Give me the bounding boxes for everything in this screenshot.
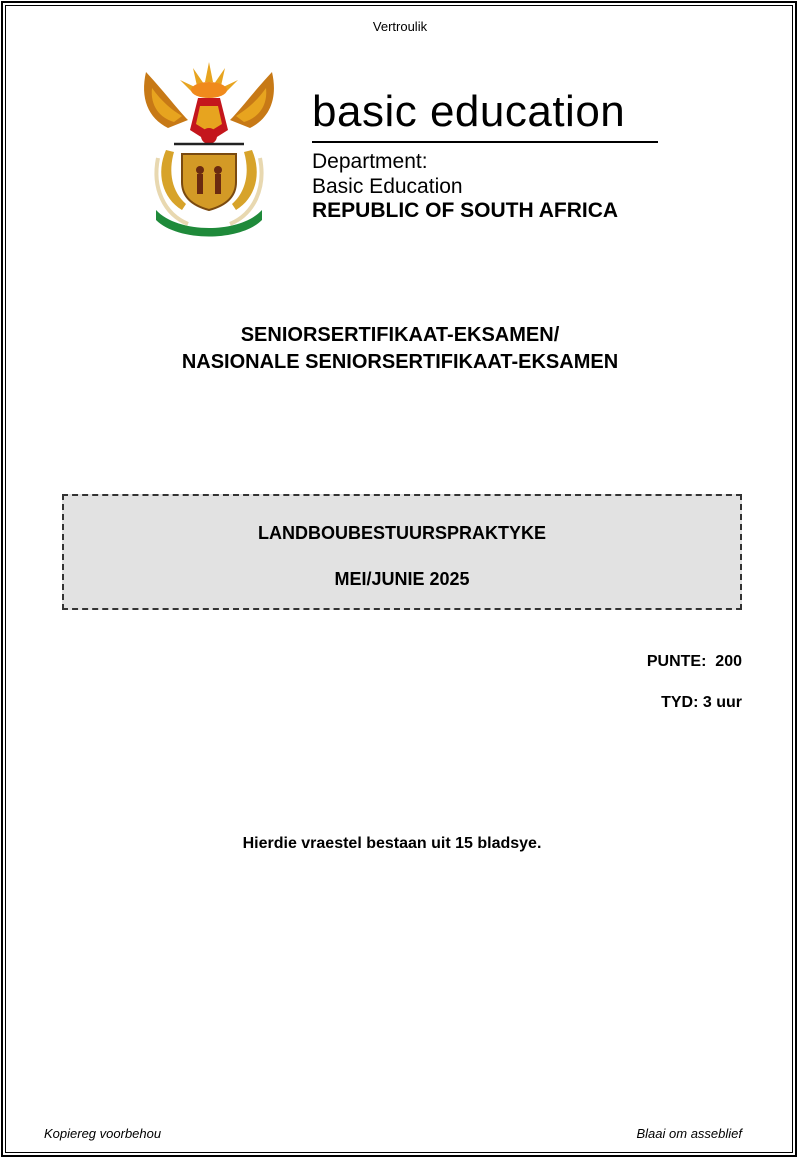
country-name: REPUBLIC OF SOUTH AFRICA xyxy=(312,199,619,222)
right-wing xyxy=(230,72,274,128)
copyright-notice: Kopiereg voorbehou xyxy=(44,1126,162,1141)
exam-title-line1: SENIORSERTIFIKAAT-EKSAMEN/ xyxy=(240,324,560,346)
exam-session: MEI/JUNIE 2025 xyxy=(334,569,470,589)
left-wing xyxy=(144,72,188,128)
subject-name: LANDBOUBESTUURSPRAKTYKE xyxy=(257,523,546,543)
confidential-label: Vertroulik xyxy=(372,19,428,34)
brand-title: basic education xyxy=(312,87,626,136)
department-name: Basic Education xyxy=(312,175,463,198)
exam-title xyxy=(0,322,800,376)
subject-box xyxy=(62,494,742,610)
total-marks: PUNTE: 200 xyxy=(646,653,742,670)
turn-over-note: Blaai om asseblief xyxy=(636,1126,742,1141)
exam-duration: TYD: 3 uur xyxy=(661,694,742,711)
shield xyxy=(182,154,236,210)
coat-of-arms-emblem xyxy=(138,58,280,238)
page-count-note: Hierdie vraestel bestaan uit 15 bladsye. xyxy=(242,835,542,852)
department-label: Department: xyxy=(312,150,428,173)
exam-title-line2: NASIONALE SENIORSERTIFIKAAT-EKSAMEN xyxy=(181,351,619,373)
brand-underline xyxy=(312,141,658,143)
